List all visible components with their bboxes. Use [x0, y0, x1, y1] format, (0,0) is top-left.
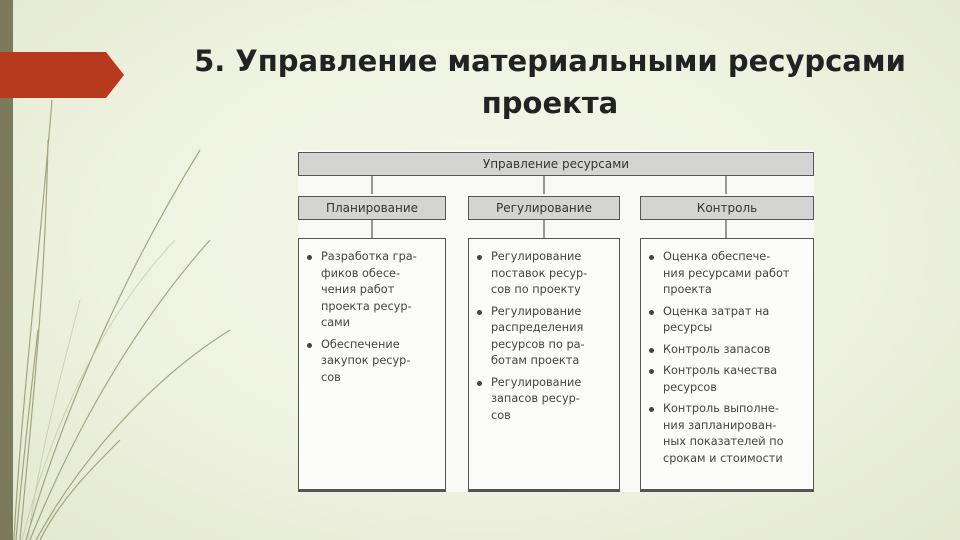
- bullet-icon: [307, 343, 312, 348]
- list-item-text: Контроль выполне- ния запланирован- ных показателей по срокам и стоимости: [663, 402, 784, 465]
- slide-title: [140, 40, 960, 124]
- list-item-text: Регулирование запасов ресур- сов: [491, 375, 582, 422]
- regulation-list: [468, 238, 620, 492]
- list-item: [477, 375, 613, 425]
- bullet-icon: [649, 348, 654, 353]
- bullet-icon: [649, 310, 654, 315]
- planning-list: [298, 238, 446, 492]
- list-item: [649, 363, 807, 396]
- list-item: [649, 401, 807, 467]
- list-item-text: Регулирование распределения ресурсов по ра- ботам проекта: [491, 304, 585, 367]
- bullet-icon: [477, 381, 482, 386]
- bullet-icon: [477, 310, 482, 315]
- list-item-text: Контроль качества ресурсов: [663, 364, 778, 394]
- list-item-text: Регулирование поставок ресур- сов по проекту: [491, 250, 588, 296]
- accent-arrow-shape: [0, 52, 124, 98]
- control-header: Контроль: [640, 196, 814, 220]
- list-item: [307, 337, 439, 387]
- list-item: [477, 304, 613, 370]
- list-item: [307, 249, 439, 332]
- list-item: [649, 249, 807, 299]
- list-item: [477, 249, 613, 299]
- title-accent-arrow: [0, 52, 124, 98]
- bullet-icon: [307, 255, 312, 260]
- bullet-icon: [477, 255, 482, 260]
- list-item-text: Оценка обеспече- ния ресурсами работ проекта: [663, 250, 790, 296]
- bullet-icon: [649, 255, 654, 260]
- list-item-text: Обеспечение закупок ресур- сов: [321, 337, 411, 384]
- list-item-text: Контроль запасов: [663, 342, 771, 356]
- list-item-text: Разработка гра- фиков обесе- чения работ проекта ресур- сами: [321, 250, 417, 329]
- planning-header: Планирование: [298, 196, 446, 220]
- root-header: Управление ресурсами: [298, 152, 814, 176]
- list-item: [649, 304, 807, 337]
- list-item: [649, 342, 807, 359]
- regulation-header: Регулирование: [468, 196, 620, 220]
- list-item-text: Оценка затрат на ресурсы: [663, 304, 770, 334]
- control-list: [640, 238, 814, 492]
- title-line-1: 5. Управление материальными ресурсами: [194, 44, 906, 78]
- title-line-2: проекта: [481, 86, 619, 120]
- bullet-icon: [649, 407, 654, 412]
- resource-management-diagram: [298, 150, 814, 492]
- bullet-icon: [649, 369, 654, 374]
